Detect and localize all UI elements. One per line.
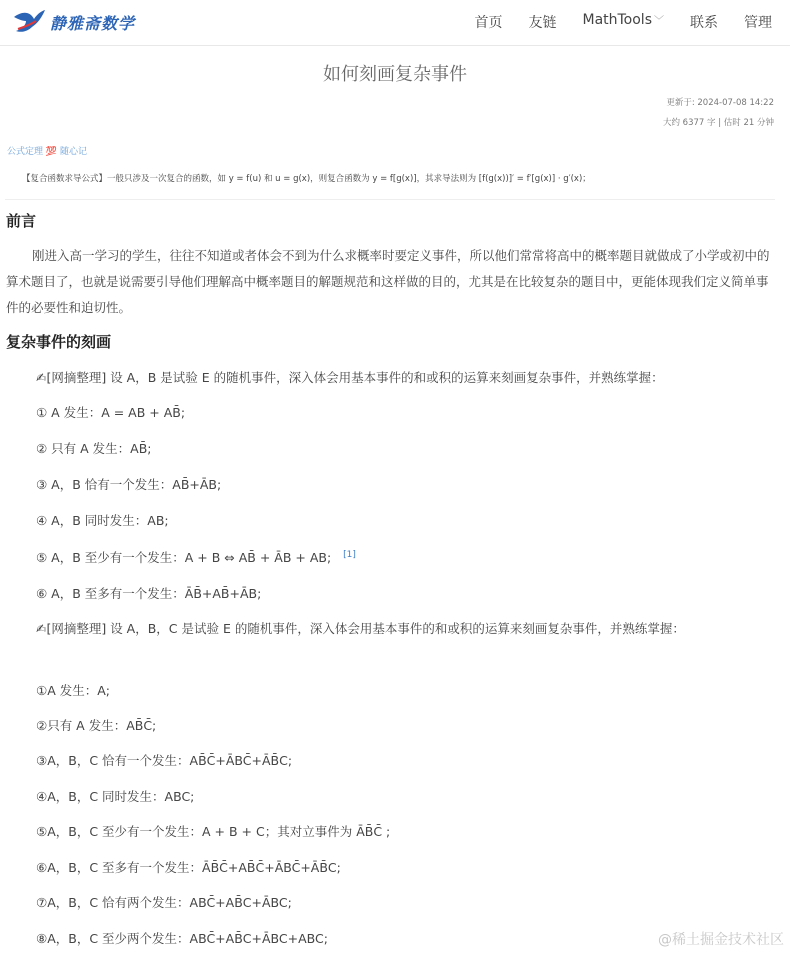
- list-item: ⑤A，B，C 至少有一个发生：A + B + C；其对立事件为 ĀB̄C̄ ;: [36, 824, 391, 839]
- tag-notes[interactable]: 随心记: [59, 147, 87, 157]
- list-item: ③A，B，C 恰有一个发生：AB̄C̄+ĀBC̄+ĀB̄C;: [36, 753, 293, 768]
- citation-link[interactable]: [1]: [343, 549, 356, 560]
- watermark: @稀土掘金技术社区: [658, 932, 784, 948]
- updated-time: 更新于: 2024-07-08 14:22: [666, 98, 774, 108]
- list-item: ⑥A，B，C 至多有一个发生：ĀB̄C̄+AB̄C̄+ĀBC̄+ĀB̄C;: [36, 860, 341, 875]
- menu-mathtools[interactable]: [582, 12, 664, 32]
- main-menu: [474, 12, 772, 32]
- list-item: ④A，B，C 同时发生：ABC;: [36, 789, 195, 804]
- intro-two-events: ✍[网摘整理] 设 A，B 是试验 E 的随机事件，深入体会用基本事件的和或积的运算来刻画复杂事件，并熟练掌握：: [36, 370, 664, 385]
- list-item: ③ A，B 恰有一个发生：AB̄+ĀB;: [36, 477, 222, 492]
- nav-divider: [0, 45, 790, 46]
- chevron-down-icon: ﹀: [654, 16, 664, 27]
- intro-three-events: ✍[网摘整理] 设 A，B，C 是试验 E 的随机事件，深入体会用基本事件的和或积的运算来刻画复杂事件，并熟练掌握：: [36, 621, 685, 636]
- menu-home[interactable]: 首页: [474, 15, 503, 31]
- preface-paragraph: 刚进入高一学习的学生，往往不知道或者体会不到为什么求概率时要定义事件，所以他们常常将高中的概率题目就做成了小学或初中的算术题目了，也就是说需要引导他们理解高中概率题目的解题规范和这样做的目的，尤其是在比较复杂的题目中，更能体现我们定义简单事件的必要性和迫切性。: [6, 248, 770, 315]
- tag-list: [7, 144, 87, 157]
- list-item: ⑤ A，B 至少有一个发生：A + B ⇔ AB̄ + ĀB + AB;: [36, 550, 332, 565]
- list-item: ①A 发生：A;: [36, 683, 110, 698]
- bird-logo-icon: [12, 7, 46, 37]
- menu-links[interactable]: 友链: [528, 15, 557, 31]
- heading-preface: 前言: [6, 212, 37, 230]
- list-item: ⑧A，B，C 至少两个发生：ABC̄+AB̄C+ĀBC+ABC;: [36, 931, 328, 946]
- tag-formula[interactable]: 公式定理: [7, 147, 44, 157]
- logo-text: 静雅斋数学: [50, 13, 136, 33]
- page-title: 如何刻画复杂事件: [323, 64, 467, 85]
- reading-stats: 大约 6377 字 | 估时 21 分钟: [662, 118, 774, 128]
- list-item: ① A 发生：A = AB + AB̄;: [36, 405, 186, 420]
- content-divider: [5, 199, 775, 200]
- list-item: ② 只有 A 发生：AB̄;: [36, 441, 152, 456]
- heart-icon: 💯: [45, 147, 58, 157]
- list-item: ⑦A，B，C 恰有两个发生：ABC̄+AB̄C+ĀBC;: [36, 895, 292, 910]
- site-logo[interactable]: [12, 6, 142, 38]
- list-item: ④ A，B 同时发生：AB;: [36, 513, 169, 528]
- list-item: ⑥ A，B 至多有一个发生：ĀB̄+AB̄+ĀB;: [36, 586, 262, 601]
- menu-contact[interactable]: 联系: [690, 15, 718, 31]
- formula-note: 【复合函数求导公式】一般只涉及一次复合的函数，如 y = f(u) 和 u = g(x)，则复合函数为 y = f[g(x)]，其求导法则为 [f(g(x))]′ = f′[g(x)] · g′(x)；: [22, 174, 591, 184]
- menu-admin[interactable]: 管理: [744, 15, 772, 31]
- list-item-with-cite: [36, 548, 356, 566]
- heading-section: 复杂事件的刻画: [6, 333, 112, 351]
- menu-mathtools-label: MathTools: [582, 12, 652, 28]
- list-item: ②只有 A 发生：AB̄C̄;: [36, 718, 157, 733]
- top-nav: [0, 0, 790, 46]
